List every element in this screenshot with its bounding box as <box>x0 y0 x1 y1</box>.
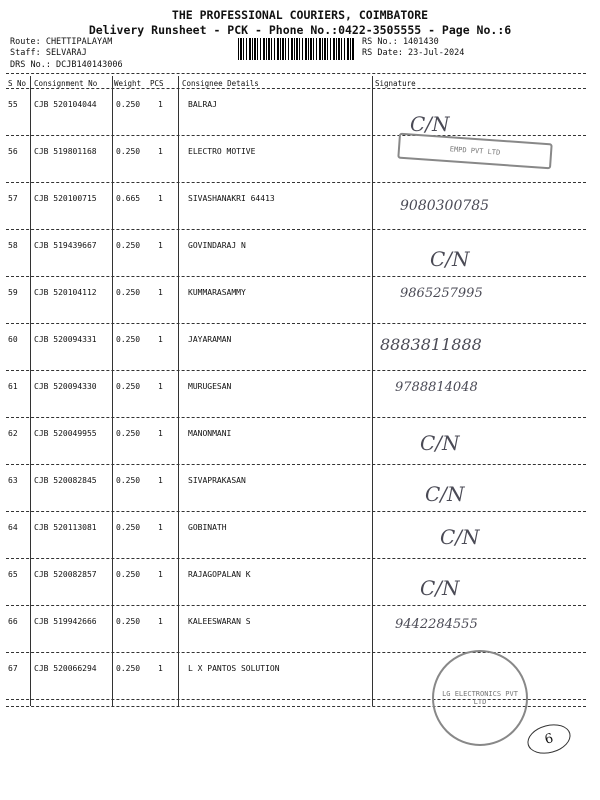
staff-label: Staff: SELVARAJ <box>10 48 87 58</box>
row-consignee: GOVINDARAJ N <box>188 241 246 250</box>
company-stamp-upper: EMPD PVT LTD <box>397 133 552 170</box>
row-weight: 0.250 <box>116 429 141 438</box>
row-signature: C/N <box>410 112 450 136</box>
row-signature: 9442284555 <box>395 617 478 632</box>
row-pcs: 1 <box>158 382 163 391</box>
row-consignment-no: CJB 520094330 <box>34 382 97 391</box>
row-weight: 0.250 <box>116 241 141 250</box>
rs-date: RS Date: 23-Jul-2024 <box>362 48 465 58</box>
row-consignee: JAYARAMAN <box>188 335 232 344</box>
row-pcs: 1 <box>158 100 163 109</box>
row-signature: C/N <box>420 576 460 600</box>
table-row <box>0 560 600 608</box>
row-weight: 0.250 <box>116 147 141 156</box>
table-row <box>0 90 600 138</box>
rs-number: RS No.: 1401430 <box>362 37 439 47</box>
column-header-consignment: Consignment No <box>34 79 98 88</box>
row-signature: 9080300785 <box>400 198 490 214</box>
row-sno: 56 <box>8 147 18 156</box>
row-sno: 64 <box>8 523 18 532</box>
row-pcs: 1 <box>158 570 163 579</box>
row-signature: C/N <box>425 482 465 506</box>
row-weight: 0.250 <box>116 100 141 109</box>
row-weight: 0.250 <box>116 476 141 485</box>
row-signature: C/N <box>430 247 470 271</box>
row-consignment-no: CJB 519942666 <box>34 617 97 626</box>
row-weight: 0.250 <box>116 570 141 579</box>
row-consignment-no: CJB 519439667 <box>34 241 97 250</box>
row-consignment-no: CJB 519801168 <box>34 147 97 156</box>
drs-label: DRS No.: DCJB140143006 <box>10 60 123 70</box>
barcode <box>238 38 355 60</box>
row-weight: 0.250 <box>116 382 141 391</box>
row-consignment-no: CJB 520113081 <box>34 523 97 532</box>
table-row <box>0 278 600 326</box>
row-consignment-no: CJB 520100715 <box>34 194 97 203</box>
row-consignment-no: CJB 520066294 <box>34 664 97 673</box>
row-sno: 57 <box>8 194 18 203</box>
row-consignment-no: CJB 520104112 <box>34 288 97 297</box>
row-signature: 9788814048 <box>395 380 478 395</box>
row-consignee: KUMMARASAMMY <box>188 288 246 297</box>
route-label: Route: CHETTIPALAYAM <box>10 37 113 47</box>
row-pcs: 1 <box>158 288 163 297</box>
company-stamp-circle: LG ELECTRONICS PVT LTD <box>432 650 528 746</box>
row-signature: 8883811888 <box>380 335 482 354</box>
row-pcs: 1 <box>158 523 163 532</box>
row-consignee: ELECTRO MOTIVE <box>188 147 256 156</box>
row-sno: 66 <box>8 617 18 626</box>
row-pcs: 1 <box>158 335 163 344</box>
row-weight: 0.250 <box>116 664 141 673</box>
column-header-sno: S No <box>8 79 27 88</box>
row-consignment-no: CJB 520049955 <box>34 429 97 438</box>
row-sno: 67 <box>8 664 18 673</box>
row-weight: 0.250 <box>116 617 141 626</box>
row-consignee: SIVASHANAKRI 64413 <box>188 194 275 203</box>
row-pcs: 1 <box>158 147 163 156</box>
row-consignee: MURUGESAN <box>188 382 232 391</box>
row-consignee: GOBINATH <box>188 523 227 532</box>
column-header-weight: Weight <box>114 79 142 88</box>
table-row <box>0 419 600 467</box>
row-sno: 58 <box>8 241 18 250</box>
row-consignee: KALEESWARAN S <box>188 617 251 626</box>
table-row <box>0 184 600 232</box>
column-header-consignee: Consignee Details <box>182 79 259 88</box>
table-row <box>0 513 600 561</box>
row-sno: 59 <box>8 288 18 297</box>
table-row <box>0 607 600 655</box>
row-consignee: BALRAJ <box>188 100 217 109</box>
runsheet-title: THE PROFESSIONAL COURIERS, COIMBATORE <box>171 8 429 22</box>
row-pcs: 1 <box>158 664 163 673</box>
row-sno: 61 <box>8 382 18 391</box>
row-signature: 9865257995 <box>400 286 483 301</box>
row-sno: 60 <box>8 335 18 344</box>
row-weight: 0.250 <box>116 523 141 532</box>
table-row <box>0 466 600 514</box>
row-consignee: RAJAGOPALAN K <box>188 570 251 579</box>
table-row <box>0 231 600 279</box>
row-signature: C/N <box>440 525 480 549</box>
row-pcs: 1 <box>158 476 163 485</box>
row-consignment-no: CJB 520082857 <box>34 570 97 579</box>
runsheet-subtitle: Delivery Runsheet - PCK - Phone No.:0422-3505555 - Page No.:6 <box>88 23 512 37</box>
column-header-pcs: PCS <box>150 79 164 88</box>
table-row <box>0 372 600 420</box>
row-sno: 65 <box>8 570 18 579</box>
column-header-signature: Signature <box>375 79 416 88</box>
row-consignment-no: CJB 520104044 <box>34 100 97 109</box>
row-signature: C/N <box>420 431 460 455</box>
row-weight: 0.665 <box>116 194 141 203</box>
row-consignee: MANONMANI <box>188 429 232 438</box>
row-consignee: SIVAPRAKASAN <box>188 476 246 485</box>
table-row <box>0 325 600 373</box>
row-weight: 0.250 <box>116 335 141 344</box>
row-weight: 0.250 <box>116 288 141 297</box>
row-pcs: 1 <box>158 194 163 203</box>
row-pcs: 1 <box>158 241 163 250</box>
row-sno: 55 <box>8 100 18 109</box>
row-sno: 63 <box>8 476 18 485</box>
row-consignee: L X PANTOS SOLUTION <box>188 664 280 673</box>
row-consignment-no: CJB 520094331 <box>34 335 97 344</box>
row-pcs: 1 <box>158 429 163 438</box>
row-consignment-no: CJB 520082845 <box>34 476 97 485</box>
page-number-mark: 6 <box>524 720 574 758</box>
row-sno: 62 <box>8 429 18 438</box>
row-pcs: 1 <box>158 617 163 626</box>
